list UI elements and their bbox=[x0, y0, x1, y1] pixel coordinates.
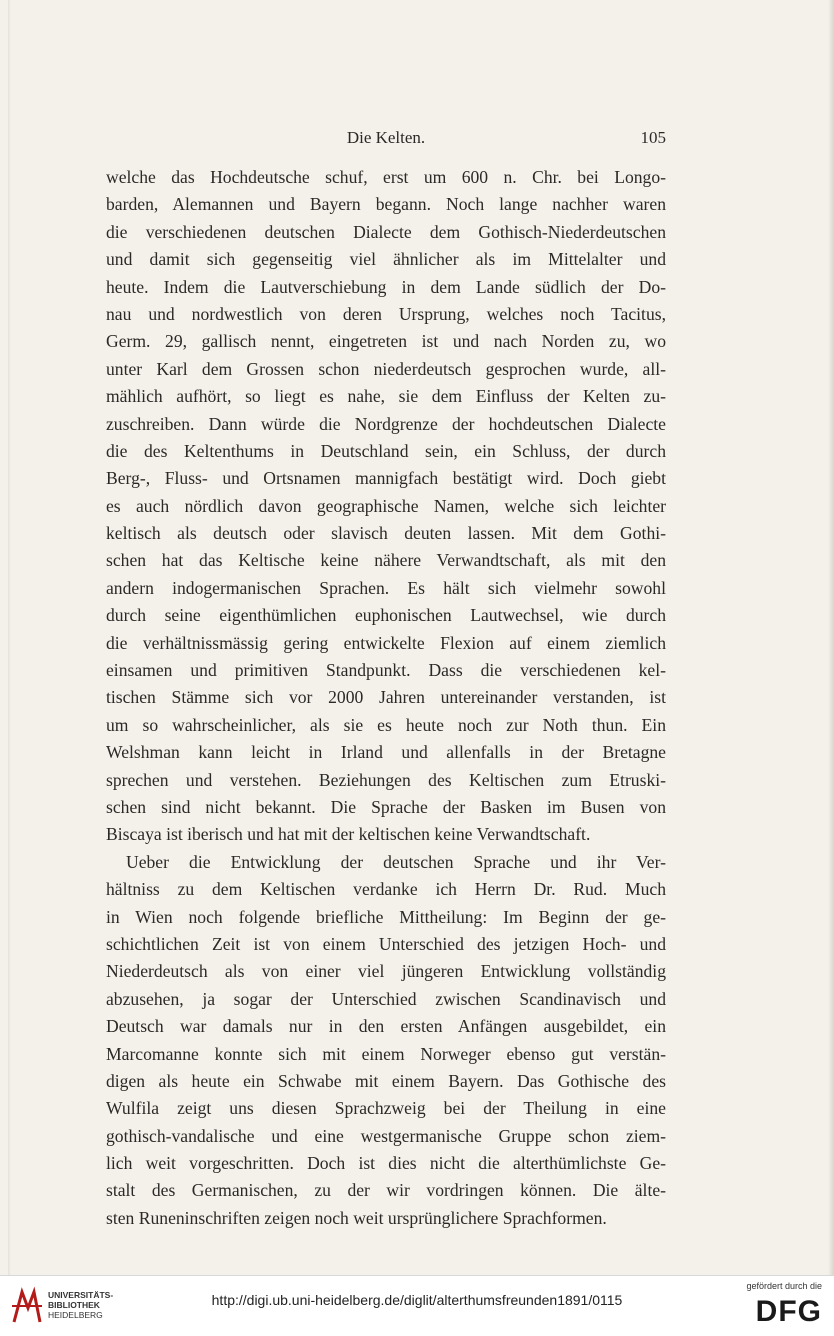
text-line: keltisch als deutsch oder slavisch deuten lassen. Mit dem Gothi- bbox=[106, 523, 666, 544]
text-line: abzusehen, ja sogar der Unterschied zwischen Scandinavisch und bbox=[106, 988, 666, 1009]
text-line: Germ. 29, gallisch nennt, eingetreten ist und nach Norden zu, wo bbox=[106, 331, 666, 352]
text-line: heute. Indem die Lautverschiebung in dem Lande südlich der Do- bbox=[106, 276, 666, 297]
text-line: um so wahrscheinlicher, als sie es heute noch zur Noth thun. Ein bbox=[106, 714, 666, 735]
library-name-line: HEIDELBERG bbox=[48, 1310, 103, 1320]
library-name-line: UNIVERSITÄTS- bbox=[48, 1290, 114, 1300]
text-line: welche das Hochdeutsche schuf, erst um 600 n. Chr. bei Longo- bbox=[106, 167, 666, 187]
text-line: in Wien noch folgende briefliche Mittheilung: Im Beginn der ge- bbox=[106, 906, 666, 927]
dfg-logo: DFG bbox=[755, 1295, 822, 1328]
permalink-url[interactable]: http://digi.ub.uni-heidelberg.de/diglit/alterthumsfreunden1891/0115 bbox=[211, 1292, 623, 1308]
text-line: hältniss zu dem Keltischen verdanke ich Herrn Dr. Rud. Much bbox=[106, 879, 666, 900]
text-line: und damit sich gegenseitig viel ähnlicher als im Mittelalter und bbox=[106, 249, 666, 270]
text-line: Deutsch war damals nur in den ersten Anfängen ausgebildet, ein bbox=[106, 1016, 666, 1037]
text-line: Wulfila zeigt uns diesen Sprachzweig bei der Theilung in eine bbox=[106, 1098, 666, 1119]
text-line: sprechen und verstehen. Beziehungen des Keltischen zum Etruski- bbox=[106, 769, 666, 790]
text-line: Ueber die Entwicklung der deutschen Sprache und ihr Ver- bbox=[126, 851, 666, 872]
text-line: lich weit vorgeschritten. Doch ist dies nicht die alterthümlichste Ge- bbox=[106, 1153, 666, 1174]
text-line: zuschreiben. Dann würde die Nordgrenze der hochdeutschen Dialecte bbox=[106, 413, 666, 434]
text-line: Biscaya ist iberisch und hat mit der keltischen keine Verwandtschaft. bbox=[106, 824, 591, 845]
text-line: schen sind nicht bekannt. Die Sprache der Basken im Busen von bbox=[106, 796, 666, 817]
body-text bbox=[106, 164, 666, 1232]
text-line: sten Runeninschriften zeigen noch weit ursprünglichere Sprachformen. bbox=[106, 1207, 607, 1228]
text-line: Welshman kann leicht in Irland und allenfalls in der Bretagne bbox=[106, 742, 666, 763]
text-line: schichtlichen Zeit ist von einem Unterschied des jetzigen Hoch- und bbox=[106, 933, 666, 954]
text-line: stalt des Germanischen, zu der wir vordringen können. Die älte- bbox=[106, 1180, 666, 1201]
text-line: die verhältnissmässig gering entwickelte Flexion auf einem ziemlich bbox=[106, 632, 666, 653]
text-line: barden, Alemannen und Bayern begann. Noch lange nachher waren bbox=[106, 194, 666, 215]
page-edge-left bbox=[8, 0, 11, 1275]
text-line: andern indogermanischen Sprachen. Es hält sich vielmehr sowohl bbox=[106, 577, 666, 598]
digitization-footer bbox=[0, 1275, 834, 1336]
text-line: durch seine eigenthümlichen euphonischen Lautwechsel, wie durch bbox=[106, 605, 666, 626]
text-line: Niederdeutsch als von einer viel jüngeren Entwicklung vollständig bbox=[106, 961, 666, 982]
text-line: schen hat das Keltische keine nähere Verwandtschaft, als mit den bbox=[106, 550, 666, 571]
text-line: unter Karl dem Grossen schon niederdeutsch gesprochen wurde, all- bbox=[106, 358, 666, 379]
text-line: nau und nordwestlich von deren Ursprung, welches noch Tacitus, bbox=[106, 303, 666, 324]
running-header bbox=[106, 128, 666, 152]
page-number: 105 bbox=[640, 128, 666, 147]
running-title: Die Kelten. bbox=[346, 128, 426, 147]
text-line: gothisch-vandalische und eine westgermanische Gruppe schon ziem- bbox=[106, 1125, 666, 1146]
text-line: digen als heute ein Schwabe mit einem Bayern. Das Gothische des bbox=[106, 1070, 666, 1091]
funded-by-label: gefördert durch die bbox=[746, 1281, 822, 1291]
text-line: die des Keltenthums in Deutschland sein, ein Schluss, der durch bbox=[106, 440, 666, 461]
library-name-line: BIBLIOTHEK bbox=[48, 1300, 100, 1310]
text-line: mählich aufhört, so liegt es nahe, sie dem Einfluss der Kelten zu- bbox=[106, 386, 666, 407]
text-line: die verschiedenen deutschen Dialecte dem Gothisch-Niederdeutschen bbox=[106, 221, 666, 242]
text-line: tischen Stämme sich vor 2000 Jahren untereinander verstanden, ist bbox=[106, 687, 666, 708]
text-line: einsamen und primitiven Standpunkt. Dass die verschiedenen kel- bbox=[106, 660, 666, 681]
text-line: Marcomanne konnte sich mit einem Norweger ebenso gut verstän- bbox=[106, 1043, 666, 1064]
page-edge-right bbox=[828, 0, 834, 1275]
text-line: es auch nördlich davon geographische Namen, welche sich leichter bbox=[106, 495, 666, 516]
text-line: Berg-, Fluss- und Ortsnamen mannigfach bestätigt wird. Doch giebt bbox=[106, 468, 666, 489]
